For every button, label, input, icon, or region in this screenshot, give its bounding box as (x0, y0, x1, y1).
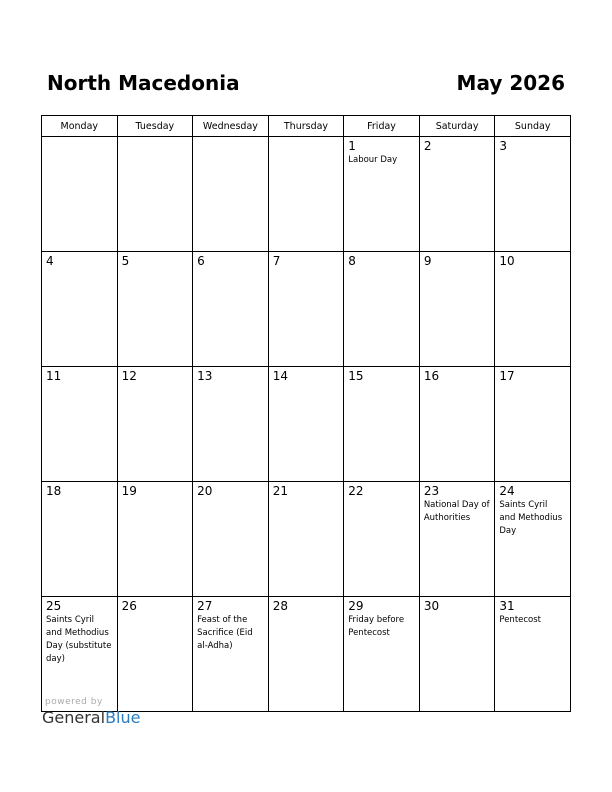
day-cell (419, 137, 495, 252)
day-number: 11 (46, 369, 62, 383)
day-cell (495, 252, 571, 367)
holiday-label: Friday before Pentecost (348, 615, 405, 638)
day-number: 17 (499, 369, 515, 383)
day-number: 29 (348, 599, 364, 613)
brand-blue: Blue (105, 708, 141, 727)
day-cell (419, 482, 495, 597)
day-number: 3 (499, 139, 508, 153)
day-cell (117, 597, 193, 712)
day-cell (344, 482, 420, 597)
holiday-label: National Day of Authorities (423, 500, 490, 523)
day-cell (268, 252, 344, 367)
week-row (42, 597, 571, 712)
day-number: 12 (121, 369, 137, 383)
day-cell (495, 137, 571, 252)
day-number: 14 (272, 369, 288, 383)
day-cell (344, 597, 420, 712)
day-cell (42, 367, 118, 482)
day-cell (419, 367, 495, 482)
day-number: 19 (121, 484, 137, 498)
day-number: 30 (423, 599, 440, 613)
country-title: North Macedonia (47, 71, 240, 95)
day-number: 7 (272, 254, 281, 268)
day-cell (193, 367, 269, 482)
day-number: 18 (46, 484, 62, 498)
day-number: 16 (423, 369, 440, 383)
generalblue-logo[interactable] (42, 708, 140, 727)
day-cell (268, 597, 344, 712)
weekday-header: Saturday (419, 116, 495, 137)
day-number: 10 (499, 254, 515, 268)
day-number: 26 (121, 599, 137, 613)
holiday-label: Pentecost (499, 615, 542, 625)
day-number: 13 (197, 369, 213, 383)
day-cell (42, 252, 118, 367)
day-number: 15 (348, 369, 364, 383)
day-number: 8 (348, 254, 356, 268)
day-cell (344, 137, 420, 252)
day-number: 24 (499, 484, 515, 498)
day-cell (268, 367, 344, 482)
day-cell (419, 252, 495, 367)
weekday-header: Tuesday (117, 116, 193, 137)
holiday-label: Labour Day (348, 155, 398, 165)
calendar-grid (41, 115, 571, 712)
day-cell (117, 482, 193, 597)
day-cell (117, 252, 193, 367)
holiday-label: Feast of the Sacrifice (Eid al-Adha) (197, 615, 253, 651)
day-cell (117, 137, 193, 252)
day-cell (495, 597, 571, 712)
weekday-header: Wednesday (193, 116, 269, 137)
weekday-header: Friday (344, 116, 420, 137)
day-cell (495, 482, 571, 597)
day-cell (344, 252, 420, 367)
day-cell (193, 252, 269, 367)
day-cell (42, 482, 118, 597)
day-number: 25 (46, 599, 62, 613)
weekday-header: Sunday (495, 116, 571, 137)
weekday-header-row (42, 116, 571, 137)
day-cell (268, 137, 344, 252)
weekday-header: Thursday (268, 116, 344, 137)
day-cell (193, 482, 269, 597)
day-number: 23 (423, 484, 440, 498)
holiday-label: Saints Cyril and Methodius Day (499, 500, 563, 536)
day-cell (419, 597, 495, 712)
month-title: May 2026 (456, 71, 565, 95)
week-row (42, 252, 571, 367)
weekday-header: Monday (42, 116, 118, 137)
day-number: 21 (272, 484, 288, 498)
day-cell (344, 367, 420, 482)
day-cell (42, 137, 118, 252)
day-number: 9 (423, 254, 432, 268)
day-cell (117, 367, 193, 482)
day-cell (42, 597, 118, 712)
day-cell (193, 597, 269, 712)
day-number: 27 (197, 599, 213, 613)
day-number: 5 (121, 254, 130, 268)
powered-by-label: powered by (45, 697, 103, 707)
day-number: 6 (197, 254, 205, 268)
day-cell (495, 367, 571, 482)
day-cell (193, 137, 269, 252)
day-number: 4 (46, 254, 54, 268)
brand-general: General (42, 708, 106, 727)
week-row (42, 482, 571, 597)
day-number: 1 (348, 139, 356, 153)
day-cell (268, 482, 344, 597)
holiday-label: Saints Cyril and Methodius Day (substitute day) (46, 615, 112, 664)
day-number: 22 (348, 484, 364, 498)
day-number: 31 (499, 599, 515, 613)
day-number: 20 (197, 484, 213, 498)
week-row (42, 137, 571, 252)
week-row (42, 367, 571, 482)
day-number: 28 (272, 599, 288, 613)
day-number: 2 (423, 139, 432, 153)
